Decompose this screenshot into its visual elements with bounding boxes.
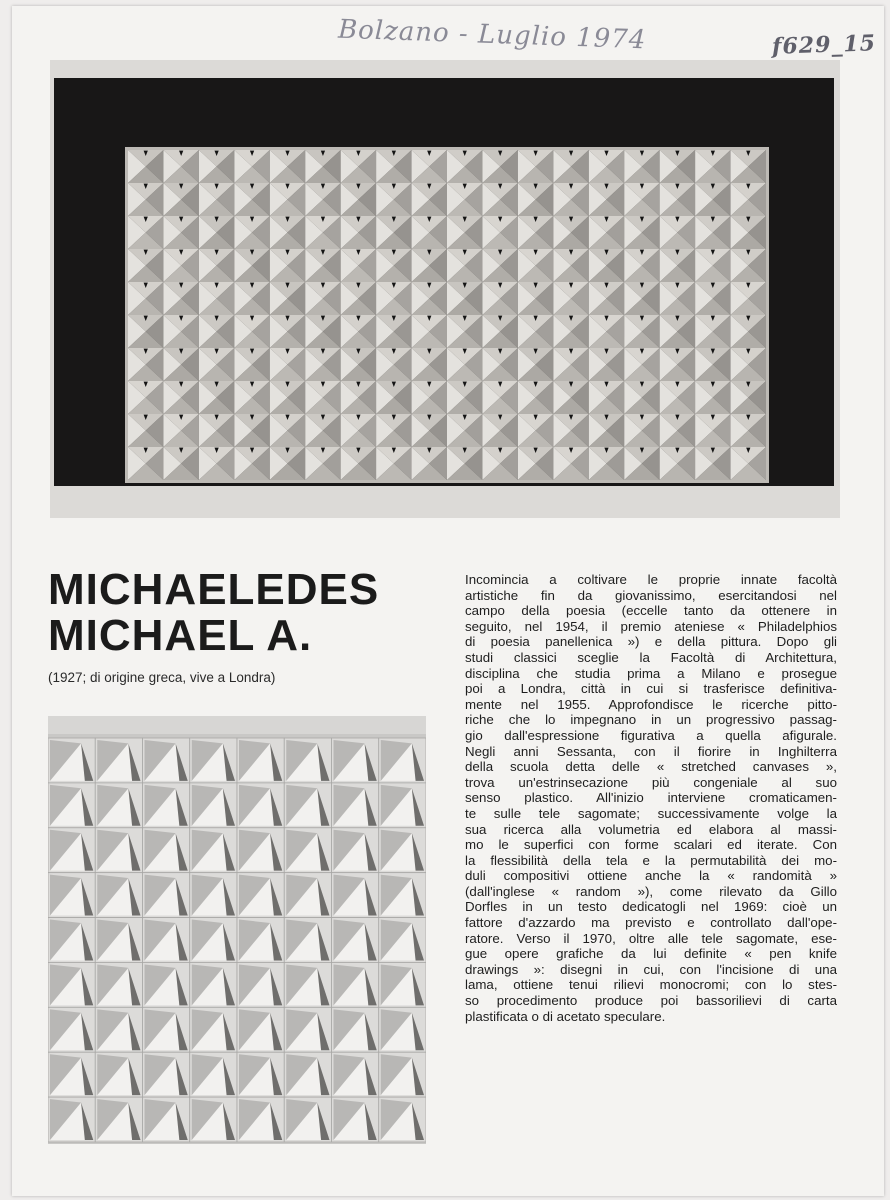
pyramid-module [447,348,482,381]
pyramid-module [270,183,305,216]
folded-module [95,828,142,873]
biography-line: so procedimento produce poi bassorilievi di carta [465,993,837,1009]
pyramid-module [624,183,659,216]
pyramid-module [660,183,695,216]
biography-line: ratore. Verso il 1970, oltre alle tele sagomate, ese- [465,930,837,946]
pyramid-module [518,381,553,414]
pyramid-module [553,348,588,381]
pyramid-module [553,414,588,447]
pyramid-module [482,447,517,480]
pyramid-module [341,381,376,414]
pyramid-module [695,282,730,315]
pyramid-module [731,348,766,381]
pyramid-module [199,150,234,183]
pyramid-module [341,282,376,315]
folded-module [190,783,237,828]
pyramid-module [163,249,198,282]
biography-line: Dorfles in un testo dedicatogli nel 1969: cioè un [465,899,837,915]
pyramid-module [128,315,163,348]
folded-module [284,738,331,783]
pyramid-module [199,447,234,480]
pyramid-relief-artwork [50,60,840,518]
pyramid-module [482,150,517,183]
pyramid-module [624,282,659,315]
pyramid-module [341,183,376,216]
pyramid-module [412,414,447,447]
folded-module [379,783,426,828]
pyramid-module [589,282,624,315]
pyramid-module [199,249,234,282]
folded-module [284,1052,331,1097]
pyramid-module [518,282,553,315]
pyramid-module [412,183,447,216]
folded-module [284,1007,331,1052]
pyramid-module [234,216,269,249]
pyramid-module [695,150,730,183]
pyramid-module [199,315,234,348]
pyramid-module [376,447,411,480]
pyramid-module [163,447,198,480]
pyramid-module [447,150,482,183]
pyramid-module [482,183,517,216]
folded-module [284,783,331,828]
pyramid-module [163,381,198,414]
pyramid-module [589,381,624,414]
pyramid-module [518,414,553,447]
folded-module [143,1097,190,1142]
pyramid-module [553,282,588,315]
pyramid-module [695,348,730,381]
pyramid-module [270,315,305,348]
pyramid-module [128,414,163,447]
artwork-photo-top [50,60,840,518]
folded-module [143,828,190,873]
folded-module [48,873,95,918]
folded-module [379,1097,426,1142]
pyramid-module [482,216,517,249]
biography-line: gio dall'espressione figurativa a quella afigurale. [465,727,837,743]
pyramid-module [234,282,269,315]
pyramid-module [163,150,198,183]
pyramid-module [305,282,340,315]
folded-module [95,738,142,783]
biography-line: riche che lo impegnano in un progressivo passag- [465,712,837,728]
pyramid-module [731,414,766,447]
folded-module [237,1097,284,1142]
pyramid-module [518,150,553,183]
pyramid-module [589,447,624,480]
pyramid-module [731,216,766,249]
pyramid-module [447,414,482,447]
pyramid-module [163,414,198,447]
pyramid-module [660,315,695,348]
pyramid-module [376,249,411,282]
pyramid-module [624,315,659,348]
artist-bio-note: (1927; di origine greca, vive a Londra) [48,670,276,685]
folded-module [237,1052,284,1097]
biography-line: plastificata o di acetato speculare. [465,1008,666,1024]
folded-module [143,783,190,828]
folded-module [95,783,142,828]
folded-module [332,783,379,828]
folded-module [190,828,237,873]
pyramid-module [234,183,269,216]
folded-module [379,1052,426,1097]
pyramid-module [128,282,163,315]
pyramid-module [376,315,411,348]
pyramid-module [695,216,730,249]
folded-module [190,1007,237,1052]
pyramid-module [731,282,766,315]
pyramid-module [447,447,482,480]
folded-module [284,918,331,963]
folded-module [284,1097,331,1142]
pyramid-module [553,216,588,249]
biography-line: lama, ottiene tenui rilievi monocromi; con lo stes- [465,977,837,993]
pyramid-module [624,381,659,414]
pyramid-module [234,447,269,480]
pyramid-module [731,150,766,183]
handwritten-code-annotation: f629_15 [771,30,877,60]
pyramid-module [341,447,376,480]
pyramid-module [199,348,234,381]
pyramid-module [660,249,695,282]
pyramid-module [376,381,411,414]
pyramid-module [695,183,730,216]
pyramid-module [234,381,269,414]
pyramid-module [305,414,340,447]
artist-name-line-2: MICHAEL A. [48,611,313,660]
pyramid-module [589,183,624,216]
folded-module [379,828,426,873]
folded-module [48,918,95,963]
pyramid-module [128,348,163,381]
folded-module [379,873,426,918]
biography-line: campo della poesia (eccelle tanto da ottenere in [465,603,837,619]
biography-line: seguito, nel 1954, il premio ateniese « Philadelphios [465,618,837,634]
folded-module [95,918,142,963]
pyramid-module [731,447,766,480]
pyramid-module [553,315,588,348]
folded-module [237,918,284,963]
folded-module [48,828,95,873]
pyramid-module [270,150,305,183]
folded-module [48,738,95,783]
folded-module [48,1097,95,1142]
folded-module [190,873,237,918]
folded-module [332,918,379,963]
pyramid-module [518,249,553,282]
pyramid-module [305,348,340,381]
pyramid-module [376,282,411,315]
pyramid-module [163,315,198,348]
pyramid-module [624,249,659,282]
pyramid-module [482,414,517,447]
folded-grid-artwork [48,716,426,1144]
pyramid-module [234,315,269,348]
pyramid-module [412,249,447,282]
pyramid-module [518,183,553,216]
folded-module [332,1052,379,1097]
pyramid-module [447,381,482,414]
pyramid-module [695,381,730,414]
folded-module [284,962,331,1007]
pyramid-module [412,216,447,249]
folded-module [379,1007,426,1052]
pyramid-module [305,447,340,480]
pyramid-module [660,414,695,447]
pyramid-module [412,447,447,480]
pyramid-module [234,414,269,447]
pyramid-module [731,183,766,216]
biography-line: di poesia panellenica ») e della pittura. Dopo gli [465,634,837,650]
pyramid-module [589,150,624,183]
pyramid-module [482,348,517,381]
pyramid-module [341,249,376,282]
pyramid-module [270,282,305,315]
biography-line: fattore d'azzardo ma previsto e controllato dall'ope- [465,915,837,931]
pyramid-module [482,381,517,414]
pyramid-module [482,249,517,282]
pyramid-module [341,414,376,447]
folded-module [190,918,237,963]
biography-line: te sulle tele sagomate; successivamente volge la [465,805,837,821]
pyramid-module [553,447,588,480]
pyramid-module [163,348,198,381]
folded-module [48,783,95,828]
biography-line: mente nel 1955. Approfondisce le ricerche pitto- [465,696,837,712]
pyramid-module [305,150,340,183]
folded-module [95,1007,142,1052]
folded-module [332,1007,379,1052]
pyramid-module [163,282,198,315]
folded-module [143,1007,190,1052]
pyramid-module [270,447,305,480]
folded-module [190,738,237,783]
pyramid-module [624,447,659,480]
folded-module [237,873,284,918]
folded-module [379,918,426,963]
biography-line: (dall'inglese « random »), come rilevato da Gillo [465,883,837,899]
pyramid-module [731,249,766,282]
pyramid-module [447,249,482,282]
pyramid-module [553,183,588,216]
pyramid-module [695,315,730,348]
pyramid-module [270,414,305,447]
artist-name-heading [48,567,448,659]
pyramid-module [128,447,163,480]
pyramid-module [553,381,588,414]
artist-name-line-1: MICHAELEDES [48,565,380,614]
pyramid-module [731,315,766,348]
folded-module [332,828,379,873]
pyramid-module [518,216,553,249]
pyramid-module [376,414,411,447]
folded-module [237,1007,284,1052]
pyramid-module [624,216,659,249]
pyramid-module [412,315,447,348]
biography-line: duli compositivi ottiene anche la « randomità » [465,868,837,884]
folded-module [48,962,95,1007]
pyramid-module [412,150,447,183]
pyramid-module [553,249,588,282]
pyramid-module [163,216,198,249]
pyramid-module [589,414,624,447]
pyramid-module [518,348,553,381]
biography-line: trova un'estrinsecazione più congeniale al suo [465,774,837,790]
pyramid-module [270,348,305,381]
folded-module [332,1097,379,1142]
biography-text [465,572,837,1024]
pyramid-module [199,414,234,447]
pyramid-module [482,282,517,315]
folded-module [95,1052,142,1097]
folded-module [237,962,284,1007]
pyramid-module [376,348,411,381]
pyramid-module [128,150,163,183]
pyramid-module [128,183,163,216]
pyramid-module [447,216,482,249]
pyramid-module [305,381,340,414]
folded-module [48,1007,95,1052]
pyramid-module [234,348,269,381]
pyramid-module [660,282,695,315]
pyramid-module [128,249,163,282]
pyramid-module [412,348,447,381]
folded-module [332,738,379,783]
handwritten-date-annotation: Bolzano - Luglio 1974 [337,14,647,56]
pyramid-module [660,216,695,249]
folded-module [332,873,379,918]
pyramid-module [412,282,447,315]
biography-line: disciplina che studia prima a Milano e prosegue [465,665,837,681]
biography-line: drawings »: disegni in cui, con l'incisione di una [465,961,837,977]
folded-module [379,738,426,783]
pyramid-module [589,249,624,282]
pyramid-module [695,414,730,447]
folded-module [237,828,284,873]
pyramid-module [482,315,517,348]
biography-line: poi a Londra, città in cui si trasferisce definitiva- [465,681,837,697]
pyramid-module [305,216,340,249]
pyramid-module [128,216,163,249]
pyramid-module [341,315,376,348]
pyramid-module [553,150,588,183]
folded-module [237,783,284,828]
biography-line: studi classici sceglie la Facoltà di Architettura, [465,649,837,665]
folded-module [190,1052,237,1097]
biography-line: gue opere grafiche da lui definite « pen knife [465,946,837,962]
pyramid-module [341,150,376,183]
folded-module [237,738,284,783]
pyramid-module [447,315,482,348]
pyramid-module [305,183,340,216]
pyramid-module [341,216,376,249]
pyramid-module [624,414,659,447]
pyramid-module [589,216,624,249]
folded-module [48,1052,95,1097]
pyramid-module [447,183,482,216]
pyramid-module [341,348,376,381]
pyramid-module [270,381,305,414]
pyramid-module [412,381,447,414]
pyramid-module [199,183,234,216]
pyramid-module [305,249,340,282]
pyramid-module [660,150,695,183]
folded-module [379,962,426,1007]
pyramid-module [270,216,305,249]
pyramid-module [270,249,305,282]
pyramid-module [518,315,553,348]
pyramid-module [660,447,695,480]
folded-module [143,738,190,783]
pyramid-module [376,183,411,216]
pyramid-module [695,249,730,282]
pyramid-module [376,216,411,249]
pyramid-module [447,282,482,315]
folded-module [143,962,190,1007]
folded-module [190,1097,237,1142]
folded-module [143,873,190,918]
biography-line: la flessibilità della tela e la permutabilità dei mo- [465,852,837,868]
pyramid-module [589,348,624,381]
pyramid-module [695,447,730,480]
pyramid-module [589,315,624,348]
pyramid-module [518,447,553,480]
pyramid-module [305,315,340,348]
pyramid-module [624,150,659,183]
folded-module [143,918,190,963]
biography-line: senso plastico. All'inizio interviene cromaticamen- [465,790,837,806]
pyramid-module [660,348,695,381]
folded-module [143,1052,190,1097]
biography-line: sua ricerca alla volumetria ed elabora al massi- [465,821,837,837]
artwork-photo-bottom [48,716,426,1144]
pyramid-module [128,381,163,414]
folded-module [190,962,237,1007]
folded-module [284,873,331,918]
pyramid-module [376,150,411,183]
biography-line: mo le superfici con forme scalari ed iterate. Con [465,837,837,853]
biography-line: della scuola detta delle « stretched canvases », [465,759,837,775]
folded-module [332,962,379,1007]
folded-module [95,873,142,918]
pyramid-module [199,282,234,315]
folded-module [284,828,331,873]
biography-line: Negli anni Sessanta, con il fiorire in Inghilterra [465,743,837,759]
pyramid-module [624,348,659,381]
folded-module [95,962,142,1007]
pyramid-module [660,381,695,414]
biography-line: Incomincia a coltivare le proprie innate facoltà [465,572,837,587]
pyramid-module [731,381,766,414]
pyramid-module [199,216,234,249]
folded-module [95,1097,142,1142]
pyramid-module [199,381,234,414]
pyramid-module [234,150,269,183]
pyramid-module [234,249,269,282]
biography-line: artistiche fin da giovanissimo, esercitandosi nel [465,587,837,603]
pyramid-module [163,183,198,216]
